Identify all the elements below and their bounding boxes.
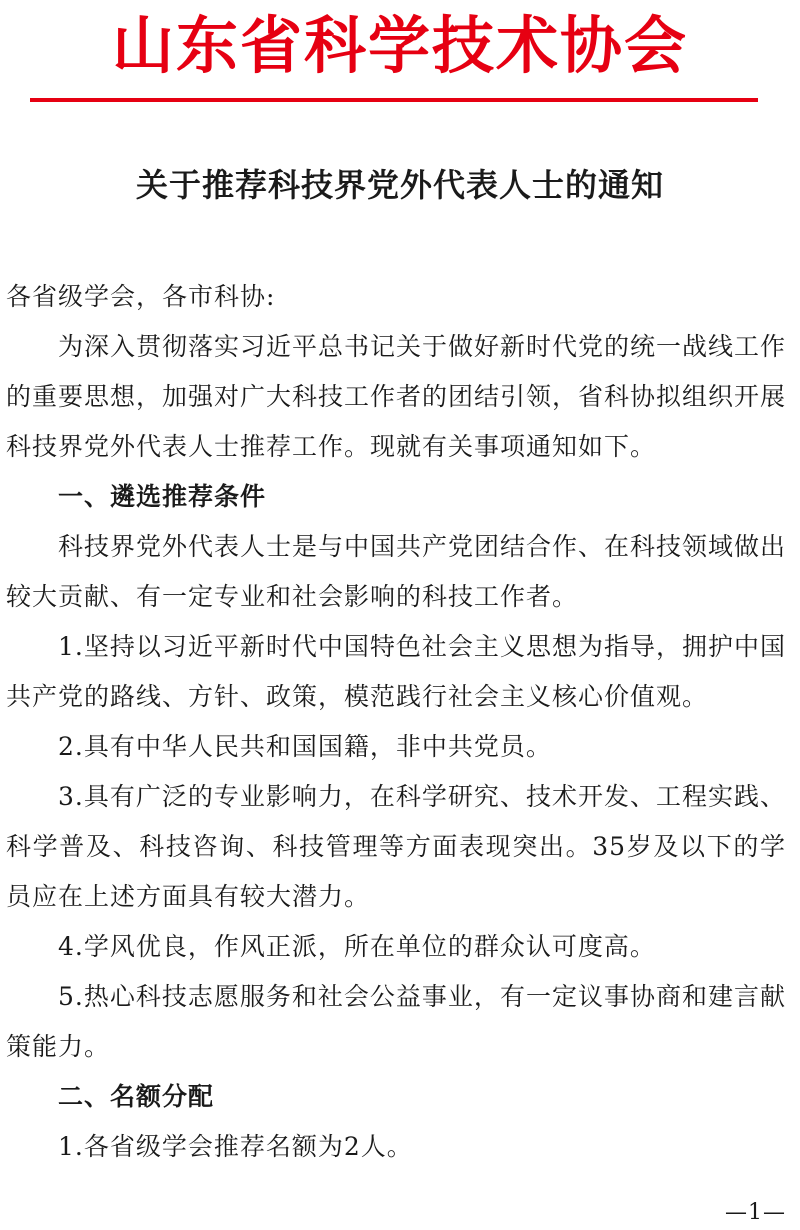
criteria-item: 4.学风优良，作风正派，所在单位的群众认可度高。 [58, 932, 656, 961]
org-masthead: 山东省科学技术协会 [111, 9, 688, 82]
salutation: 各省级学会，各市科协: [6, 282, 276, 311]
section-heading-criteria: 一、遴选推荐条件 [58, 482, 267, 511]
document-body [6, 272, 786, 1172]
quota-item: 1.各省级学会推荐名额为2人。 [58, 1132, 413, 1161]
page-number: —1— [725, 1200, 786, 1225]
criteria-item: 2.具有中华人民共和国国籍，非中共党员。 [58, 732, 552, 761]
red-divider-line [30, 98, 758, 102]
criteria-intro: 科技界党外代表人士是与中国共产党团结合作、在科技领域做出较大贡献、有一定专业和社会影响的科技工作者。 [6, 532, 787, 611]
intro-paragraph: 为深入贯彻落实习近平总书记关于做好新时代党的统一战线工作的重要思想，加强对广大科技工作者的团结引领，省科协拟组织开展科技界党外代表人士推荐工作。现就有关事项通知如下。 [6, 332, 787, 461]
criteria-item: 1.坚持以习近平新时代中国特色社会主义思想为指导，拥护中国共产党的路线、方针、政策，模范践行社会主义核心价值观。 [6, 632, 786, 711]
section-heading-quota: 二、名额分配 [58, 1082, 215, 1111]
document-title: 关于推荐科技界党外代表人士的通知 [135, 166, 664, 204]
criteria-item: 3.具有广泛的专业影响力，在科学研究、技术开发、工程实践、科学普及、科技咨询、科技管理等方面表现突出。35岁及以下的学员应在上述方面具有较大潜力。 [6, 782, 786, 911]
criteria-item: 5.热心科技志愿服务和社会公益事业，有一定议事协商和建言献策能力。 [6, 982, 786, 1061]
